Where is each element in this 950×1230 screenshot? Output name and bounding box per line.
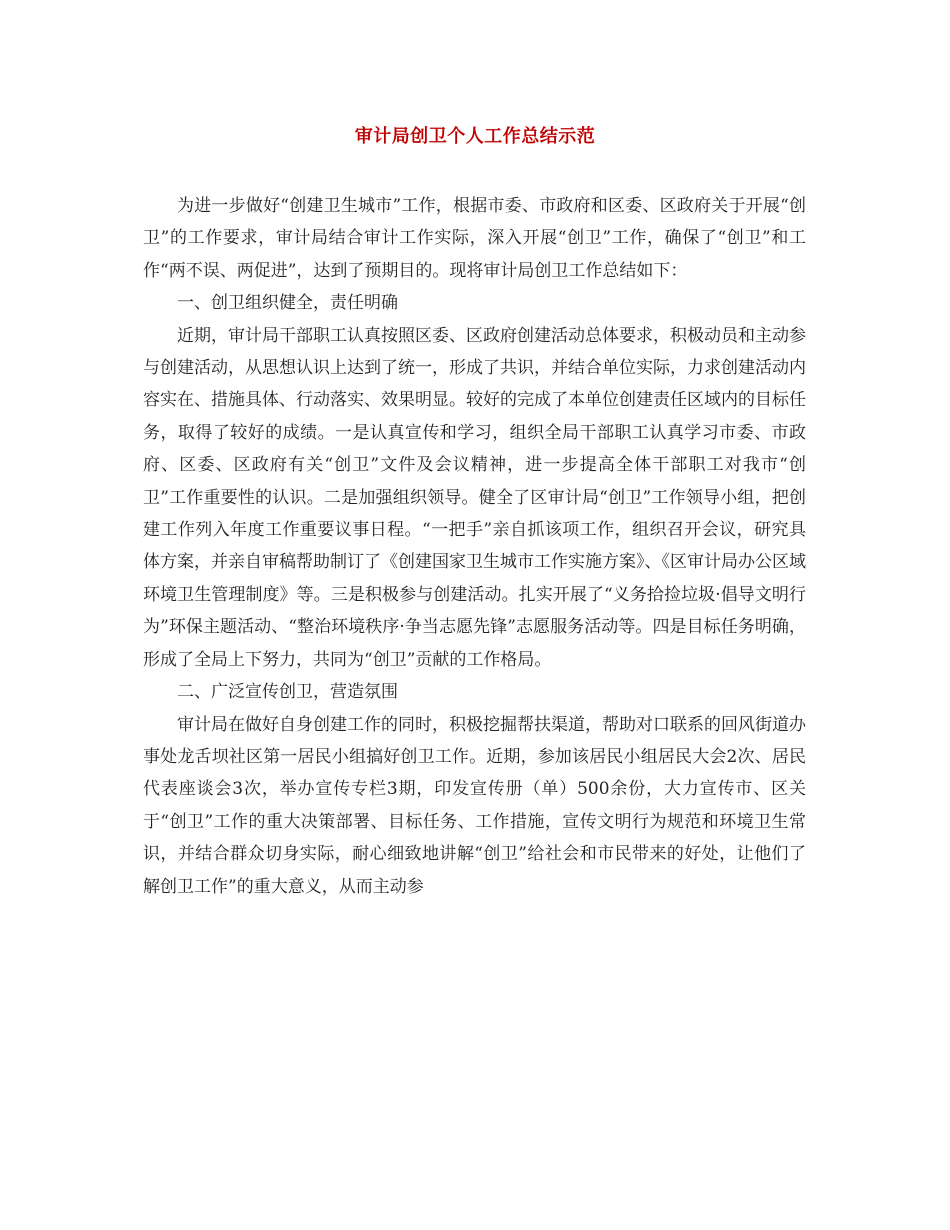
paragraph-section-1: 近期，审计局干部职工认真按照区委、区政府创建活动总体要求，积极动员和主动参与创建活动，从思想认识上达到了统一，形成了共识，并结合单位实际，力求创建活动内容实在、措施具体、行动落实、效果明显。较好的完成了本单位创建责任区域内的目标任务，取得了较好的成绩。一是认真宣传和学习，组织全局干部职工认真学习市委、市政府、区委、区政府有关“创卫”文件及会议精神，进一步提高全体干部职工对我市“创卫”工作重要性的认识。二是加强组织领导。健全了区审计局“创卫”工作领导小组，把创建工作列入年度工作重要议事日程。“一把手”亲自抓该项工作，组织召开会议，研究具体方案，并亲自审稿帮助制订了《创建国家卫生城市工作实施方案》、《区审计局办公区域环境卫生管理制度》等。三是积极参与创建活动。扎实开展了“义务拾捡垃圾·倡导文明行为”环保主题活动、“整治环境秩序·争当志愿先锋”志愿服务活动等。四是目标任务明确，形成了全局上下努力，共同为“创卫”贡献的工作格局。 xyxy=(143,325,806,670)
paragraph-section-2: 审计局在做好自身创建工作的同时，积极挖掘帮扶渠道，帮助对口联系的回风街道办事处龙舌坝社区第一居民小组搞好创卫工作。近期，参加该居民小组居民大会2次、居民代表座谈会3次，举办宣传专栏3期，印发宣传册（单）500余份，大力宣传市、区关于“创卫”工作的重大决策部署、目标任务、工作措施，宣传文明行为规范和环境卫生常识，并结合群众切身实际，耐心细致地讲解“创卫”给社会和市民带来的好处，让他们了解创卫工作”的重大意义，从而主动参 xyxy=(143,714,806,897)
section-heading-2: 二、广泛宣传创卫，营造氛围 xyxy=(177,682,398,703)
paragraph-intro: 为进一步做好“创建卫生城市”工作，根据市委、市政府和区委、区政府关于开展“创卫”的工作要求，审计局结合审计工作实际，深入开展“创卫”工作，确保了“创卫”和工作“两不误、两促进”，达到了预期目的。现将审计局创卫工作总结如下： xyxy=(143,196,806,281)
document-body xyxy=(143,190,806,903)
document-title: 审计局创卫个人工作总结示范 xyxy=(354,126,596,147)
section-heading-1: 一、创卫组织健全，责任明确 xyxy=(177,293,398,314)
